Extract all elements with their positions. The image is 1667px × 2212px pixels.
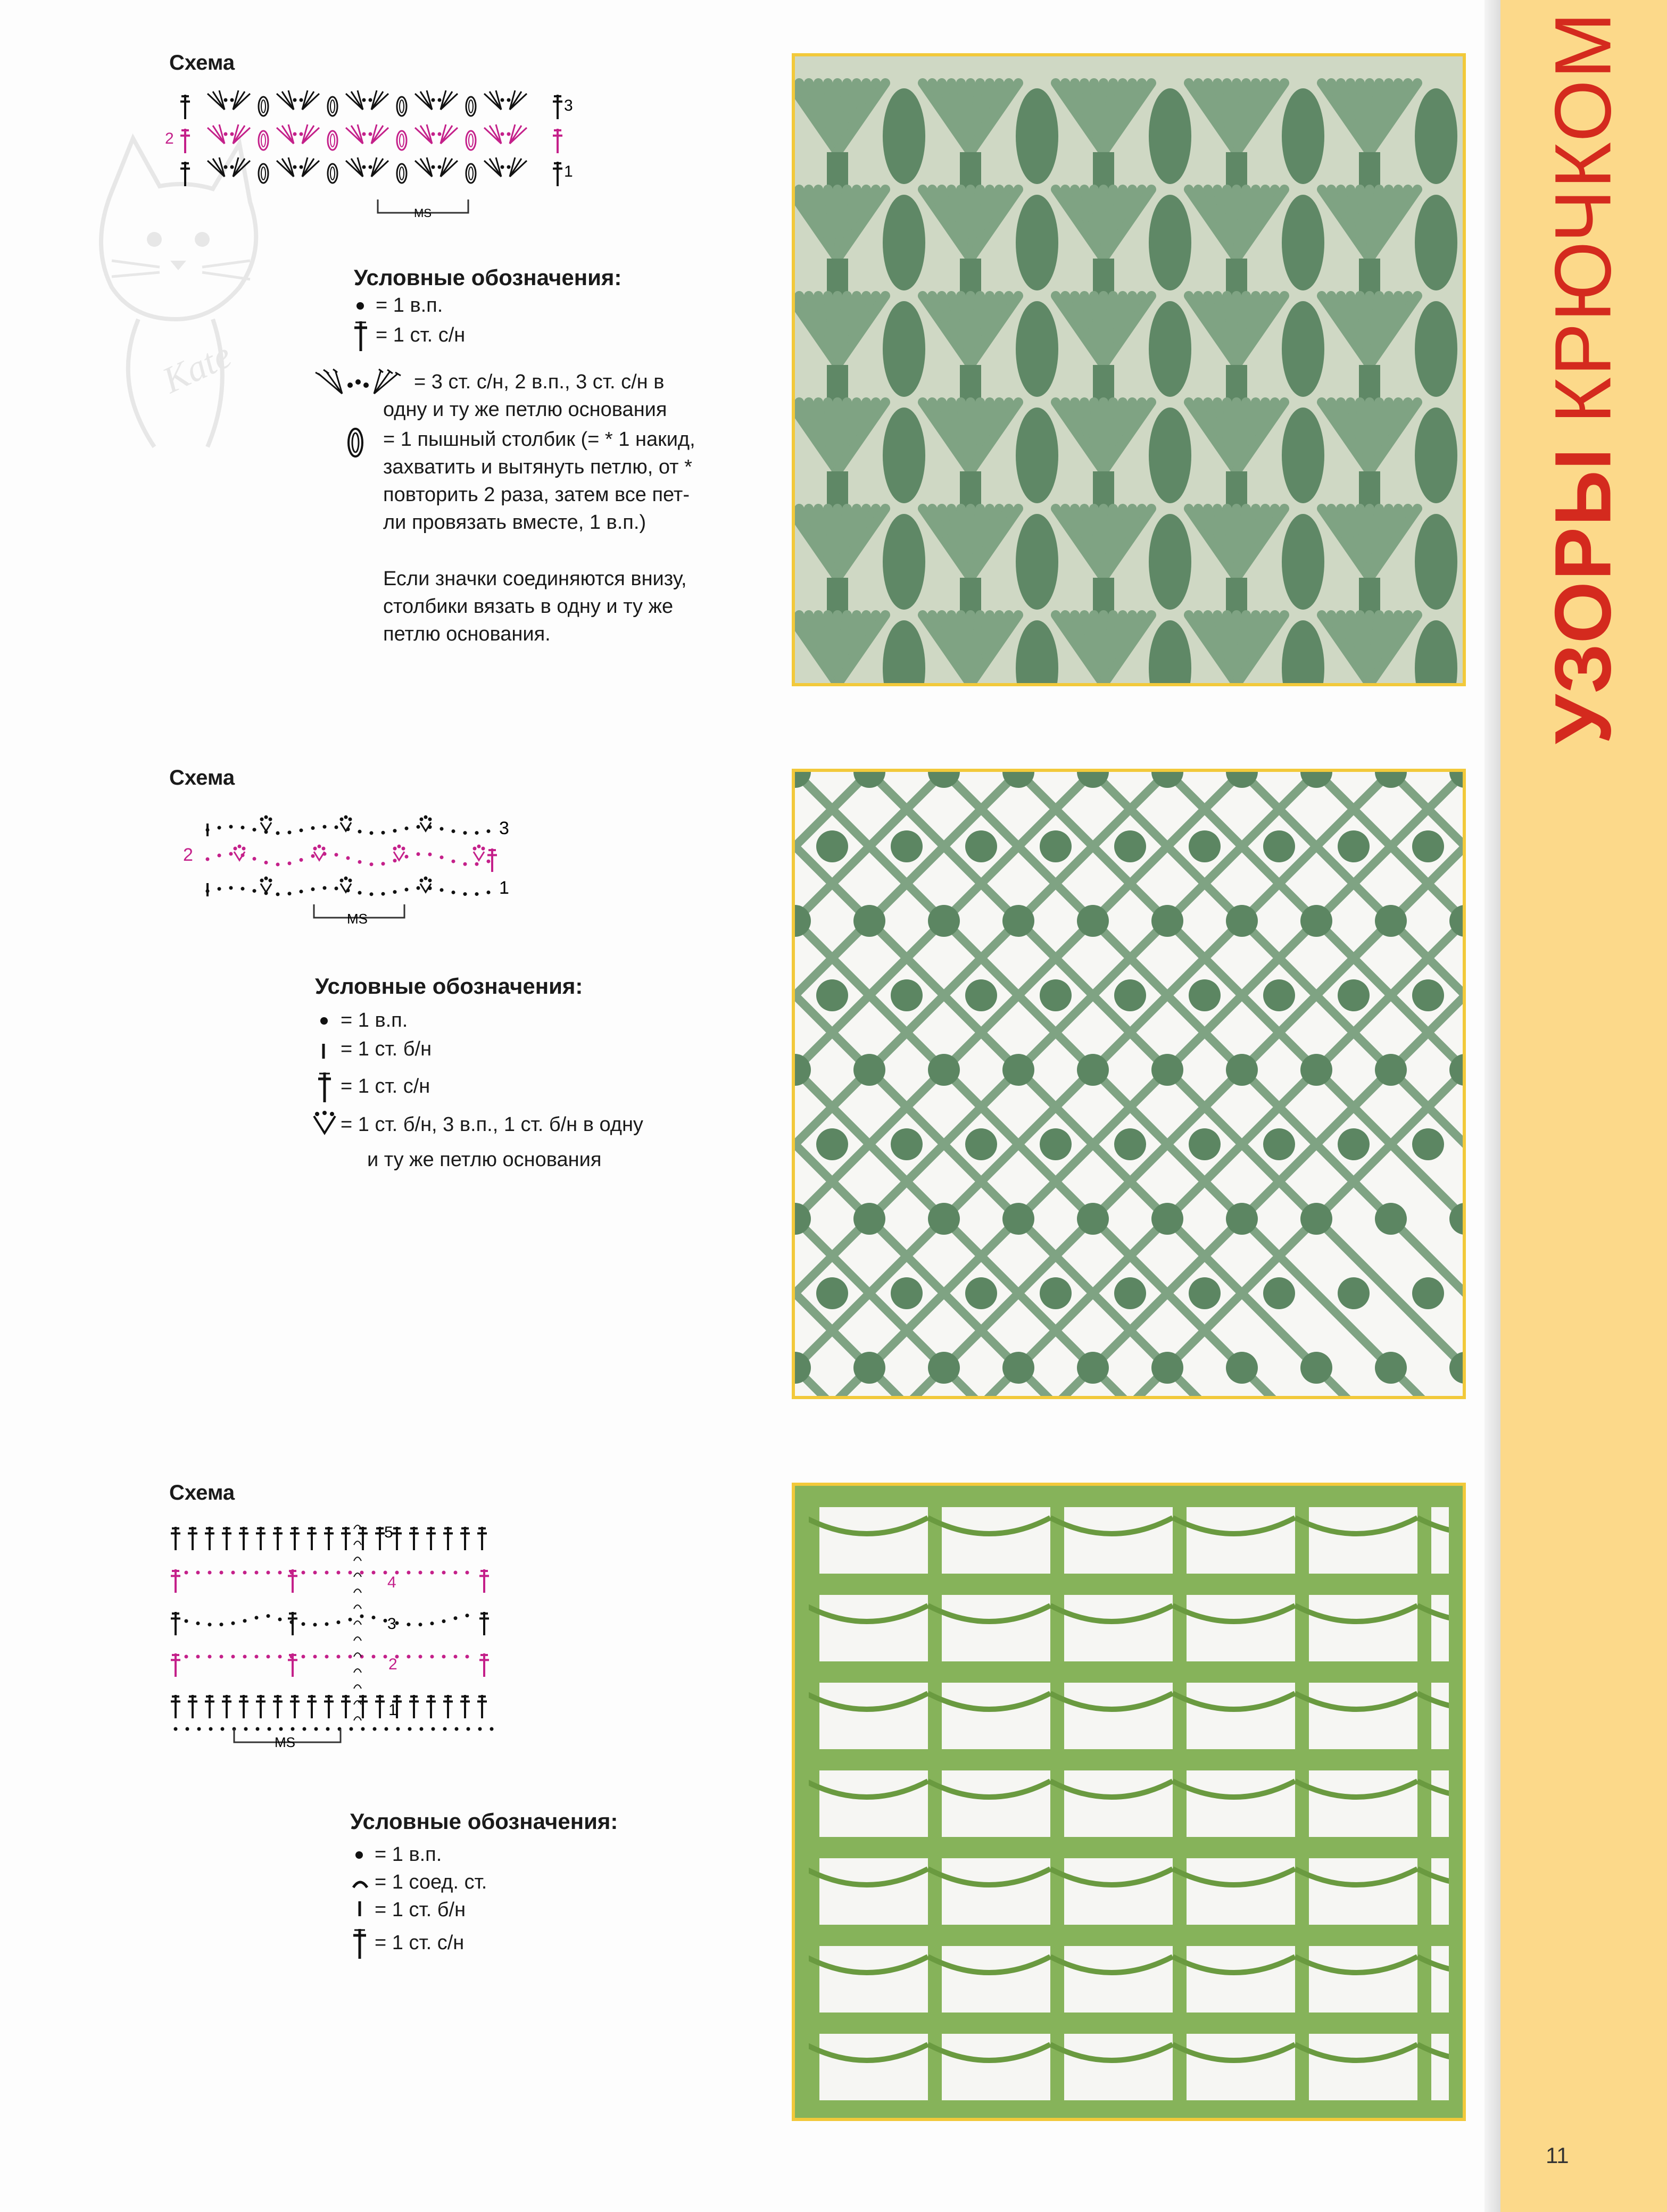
legend-item: = 1 в.п. — [375, 1843, 442, 1866]
legend-item — [414, 368, 664, 396]
legend-item — [341, 1111, 643, 1138]
legend-note — [383, 565, 687, 648]
scheme-label-3: Схема — [169, 1481, 235, 1504]
legend-title-2: Условные обозначения: — [315, 974, 583, 999]
legend-item: = 1 ст. б/н — [375, 1899, 466, 1921]
scheme-label-2: Схема — [169, 766, 235, 789]
cross-icon — [349, 1927, 370, 1960]
pattern-2-diagram — [176, 798, 537, 936]
row-number: 4 — [387, 1574, 396, 1591]
row-number: 5 — [384, 1524, 393, 1541]
sidebar-title — [1537, 11, 1629, 744]
legend-item: = 1 ст. с/н — [376, 324, 466, 346]
repeat-label: MS — [275, 1734, 295, 1750]
pattern-3-diagram — [165, 1516, 505, 1761]
pattern-photo-2 — [792, 769, 1466, 1399]
diagram-row — [180, 124, 562, 153]
row-number: 1 — [564, 163, 573, 180]
watermark-text: Kate — [156, 334, 238, 402]
repeat-label: MS — [347, 911, 368, 927]
legend-item: = 1 в.п. — [376, 294, 443, 317]
cross-icon — [314, 1070, 335, 1103]
legend-item-line: захватить и вытянуть петлю, от * — [383, 456, 692, 478]
note-line: Если значки соединяются внизу, — [383, 568, 687, 590]
legend-item-line: и ту же петлю основания — [367, 1149, 602, 1171]
row-number: 3 — [499, 818, 509, 838]
scheme-label-1: Схема — [169, 51, 235, 74]
row-number: 3 — [387, 1615, 396, 1633]
row-number: 1 — [499, 878, 509, 898]
row-number: 2 — [183, 845, 193, 865]
row-number: 3 — [564, 97, 573, 114]
repeat-label: MS — [414, 206, 432, 220]
legend-item: = 1 в.п. — [341, 1009, 408, 1032]
diagram-rows — [171, 1525, 494, 1731]
cross-icon — [350, 319, 371, 352]
legend-item-line: = 1 ст. б/н, 3 в.п., 1 ст. б/н в одну — [341, 1113, 643, 1136]
slip-stitch-icon — [351, 1875, 369, 1891]
pattern-photo-3 — [792, 1483, 1466, 2121]
legend-item-line: одну и ту же петлю основания — [383, 398, 667, 421]
bar-icon — [318, 1042, 329, 1061]
note-line: петлю основания. — [383, 623, 551, 645]
legend-item-line: = 1 пышный столбик (= * 1 накид, — [383, 428, 695, 451]
dot-icon — [352, 298, 368, 314]
page-number: 11 — [1546, 2143, 1569, 2168]
diagram-rows — [206, 816, 497, 897]
diagram-row — [180, 157, 562, 186]
note-line: столбики вязать в одну и ту же — [383, 595, 674, 618]
legend-item: = 1 соед. ст. — [375, 1871, 487, 1893]
picot-icon — [310, 1111, 339, 1137]
legend-title-3: Условные обозначения: — [350, 1809, 618, 1834]
pattern-2-photo-texture — [795, 772, 1463, 1396]
pattern-1-photo-texture — [795, 56, 1463, 683]
row-number: 1 — [388, 1701, 397, 1719]
legend-item: = 1 ст. с/н — [375, 1932, 465, 1954]
row-number: 2 — [165, 130, 174, 147]
bar-icon — [354, 1899, 365, 1918]
diagram-row — [180, 90, 562, 119]
legend-item: = 1 ст. б/н — [341, 1038, 432, 1060]
legend-item-line: повторить 2 раза, затем все пет- — [383, 484, 690, 506]
fan-icon — [313, 367, 403, 399]
sidebar-title-bold: УЗОРЫ — [1538, 447, 1628, 744]
legend-item-line: = 3 ст. с/н, 2 в.п., 3 ст. с/н в — [414, 371, 665, 393]
row-number: 2 — [388, 1656, 397, 1673]
legend-item: = 1 ст. с/н — [341, 1075, 430, 1097]
pattern-photo-1 — [792, 53, 1466, 686]
sidebar-edge — [1484, 0, 1500, 2212]
legend-item-line: ли провязать вместе, 1 в.п.) — [383, 511, 646, 534]
pattern-3-photo-texture — [795, 1486, 1463, 2118]
oval-icon — [345, 426, 366, 460]
legend-item — [383, 426, 695, 536]
legend-title-1: Условные обозначения: — [354, 265, 622, 290]
dot-icon — [316, 1013, 332, 1029]
pattern-1-diagram — [160, 80, 596, 223]
dot-icon — [351, 1847, 367, 1863]
sidebar-title-regular: КРЮЧКОМ — [1538, 11, 1628, 424]
